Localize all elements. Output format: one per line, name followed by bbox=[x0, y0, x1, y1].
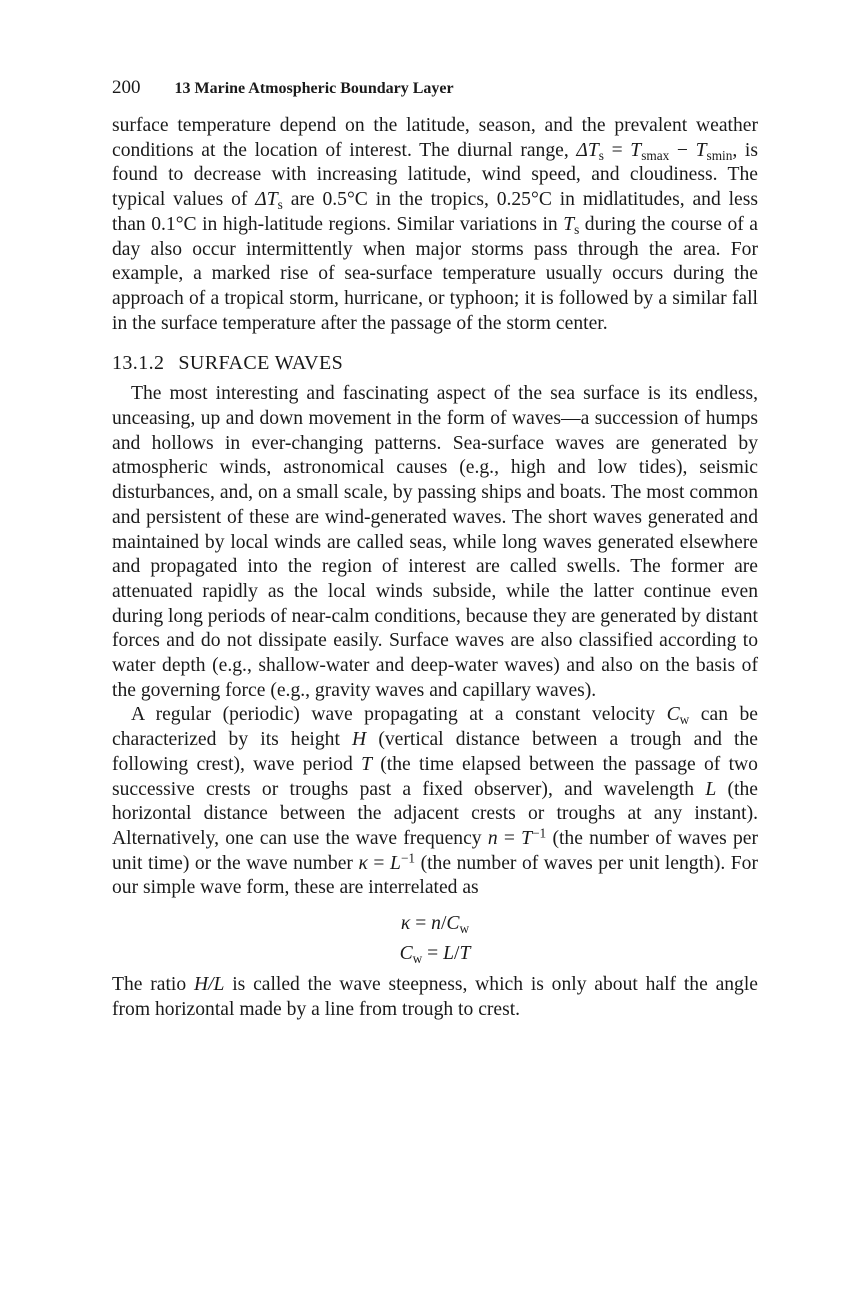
paragraph-regular-wave: A regular (periodic) wave propagating at a constant velocity $C_w$ can be characterized by its height H (vertical distance between a trough and the following crest), wave period T (the time elapsed between the passage of two successive crests or troughs past a fixed observer), and wavelength L (the horizontal distance between the adjacent crests or troughs at any instant). Alternatively, one can use the wave frequency $n = T^{-1}$ (the number of waves per unit time) or the wave number $\kappa = L^{-1}$ (the number of waves per unit length). For our simple wave form, these are interrelated as bbox=[112, 704, 759, 899]
page-number: 200 bbox=[112, 77, 141, 98]
paragraph-waves-intro: The most interesting and fascinating aspect of the sea surface is its endless, unceasing, up and down movement in the form of waves—a succession of humps and hollows in ever-changing patterns. Sea-surface waves are generated by atmospheric winds, astronomical causes (e.g., high and low tides), seismic disturbances, and, on a small scale, by passing ships and boats. The most common and persistent of these are wind-generated waves. The short waves generated and maintained by local winds are called seas, while long waves generated elsewhere and propagated into the region of interest are called swells. The former are attenuated rapidly as the local winds subside, while the latter continue even during long periods of near-calm conditions, because they are generated by distant forces and do not dissipate easily. Surface waves are also classified according to water depth (e.g., shallow-water and deep-water waves) and also on the basis of the governing force (e.g., gravity waves and capillary waves). bbox=[112, 383, 758, 701]
equation-block bbox=[112, 909, 758, 969]
equation-wave-velocity: $C_w = L/T$ bbox=[399, 943, 471, 967]
section-title: SURFACE WAVES bbox=[178, 352, 344, 375]
section-heading bbox=[112, 350, 758, 376]
section-number: 13.1.2 bbox=[112, 352, 165, 375]
paragraph-wave-steepness: The ratio H/L is called the wave steepness, which is only about half the angle from horizontal made by a line from trough to crest. bbox=[112, 974, 758, 1020]
running-head bbox=[112, 78, 758, 99]
paragraph-surface-temperature: surface temperature depend on the latitude, season, and the prevalent weather conditions at the location of interest. The diurnal range, $\Delta T_s = T_{smax} - T_{smin}$, is found to decrease with increasing latitude, wind speed, and cloudiness. The typical values of $\Delta T_s$ are 0.5°C in the tropics, 0.25°C in midlatitudes, and less than 0.1°C in high-latitude regions. Similar variations in $T_s$ during the course of a day also occur intermittently when major storms pass through the area. For example, a marked rise of sea-surface temperature usually occurs during the approach of a tropical storm, hurricane, or typhoon; it is followed by a similar fall in the surface temperature after the passage of the storm center. bbox=[112, 115, 758, 334]
equation-wave-number: $\kappa = n/C_w$ bbox=[400, 913, 470, 937]
book-page bbox=[112, 78, 758, 1023]
chapter-title: 13 Marine Atmospheric Boundary Layer bbox=[174, 80, 454, 97]
